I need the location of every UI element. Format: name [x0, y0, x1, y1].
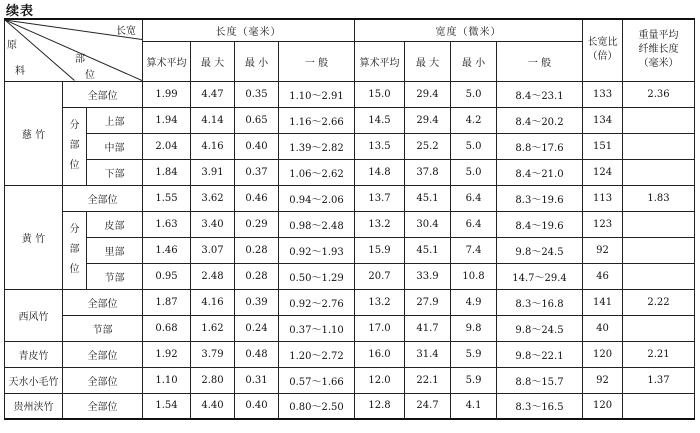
width-min-header: 最 小 — [451, 41, 497, 81]
len-mean: 1.87 — [143, 289, 191, 315]
len-min: 0.40 — [235, 133, 279, 159]
part-cell: 全部位 — [63, 81, 143, 107]
len-general: 0.94～2.06 — [279, 185, 355, 211]
width-general: 9.8～22.1 — [497, 341, 583, 367]
width-mean: 13.5 — [355, 133, 405, 159]
width-general: 14.7～29.4 — [497, 263, 583, 289]
len-mean: 1.94 — [143, 107, 191, 133]
part-cell: 全部位 — [63, 341, 143, 367]
width-group-header: 宽度（微米） — [355, 19, 583, 41]
length-general-header: 一 般 — [279, 41, 355, 81]
len-general: 1.06～2.62 — [279, 159, 355, 185]
width-general: 8.4～19.6 — [497, 211, 583, 237]
width-min: 5.9 — [451, 367, 497, 393]
table-row — [5, 263, 695, 289]
ratio: 120 — [583, 341, 623, 367]
width-mean: 17.0 — [355, 315, 405, 341]
width-min: 9.8 — [451, 315, 497, 341]
width-min: 10.8 — [451, 263, 497, 289]
len-max: 3.91 — [191, 159, 235, 185]
width-max: 22.1 — [405, 367, 451, 393]
table-row — [5, 315, 695, 341]
width-mean: 15.9 — [355, 237, 405, 263]
len-general: 1.10～2.91 — [279, 81, 355, 107]
len-mean: 1.55 — [143, 185, 191, 211]
ratio-unit: （倍） — [587, 51, 618, 63]
len-min: 0.35 — [235, 81, 279, 107]
table-caption: 续表 — [6, 4, 35, 19]
weighted-length — [623, 107, 695, 133]
weighted-line-3: （毫米） — [638, 58, 679, 70]
table-row — [5, 367, 695, 393]
table-row — [5, 107, 695, 133]
len-min: 0.29 — [235, 211, 279, 237]
len-mean: 1.84 — [143, 159, 191, 185]
material-huangzhu: 黄 竹 — [5, 185, 63, 289]
length-min-header: 最 小 — [235, 41, 279, 81]
width-max: 30.4 — [405, 211, 451, 237]
material-xifengzhu: 西风竹 — [5, 289, 63, 341]
part-cell: 全部位 — [63, 185, 143, 211]
len-general: 1.39～2.82 — [279, 133, 355, 159]
width-min: 4.9 — [451, 289, 497, 315]
width-min: 4.2 — [451, 107, 497, 133]
len-general: 1.16～2.66 — [279, 107, 355, 133]
table-row — [5, 237, 695, 263]
width-general: 8.4～20.2 — [497, 107, 583, 133]
len-max: 2.48 — [191, 263, 235, 289]
width-mean: 13.2 — [355, 211, 405, 237]
len-mean: 1.10 — [143, 367, 191, 393]
part-cell: 里部 — [87, 237, 143, 263]
part-cell: 全部位 — [63, 367, 143, 393]
len-general: 0.37～1.10 — [279, 315, 355, 341]
width-max: 41.7 — [405, 315, 451, 341]
width-mean: 12.0 — [355, 367, 405, 393]
len-min: 0.39 — [235, 289, 279, 315]
width-max: 25.2 — [405, 133, 451, 159]
len-mean: 2.04 — [143, 133, 191, 159]
corner-label-position: 位 — [85, 70, 95, 81]
weighted-length — [623, 133, 695, 159]
width-general: 8.8～17.6 — [497, 133, 583, 159]
ratio: 141 — [583, 289, 623, 315]
weighted-length — [623, 159, 695, 185]
width-general: 9.8～24.5 — [497, 315, 583, 341]
len-general: 0.50～1.29 — [279, 263, 355, 289]
part-cell: 节部 — [87, 263, 143, 289]
len-min: 0.31 — [235, 367, 279, 393]
part-cell: 全部位 — [63, 289, 143, 315]
len-general: 0.80～2.50 — [279, 393, 355, 419]
part-cell: 中部 — [87, 133, 143, 159]
part-cell: 下部 — [87, 159, 143, 185]
width-general: 8.8～15.7 — [497, 367, 583, 393]
width-mean-header: 算术平均 — [355, 41, 405, 81]
len-max: 3.40 — [191, 211, 235, 237]
width-mean: 20.7 — [355, 263, 405, 289]
width-general-header: 一 般 — [497, 41, 583, 81]
width-general: 8.4～23.1 — [497, 81, 583, 107]
len-mean: 0.68 — [143, 315, 191, 341]
len-min: 0.48 — [235, 341, 279, 367]
ratio: 113 — [583, 185, 623, 211]
corner-label-material: 料 — [15, 66, 25, 77]
width-min: 5.0 — [451, 159, 497, 185]
width-max: 24.7 — [405, 393, 451, 419]
weighted-length: 1.83 — [623, 185, 695, 211]
ratio: 120 — [583, 393, 623, 419]
weighted-line-2: 纤维长度 — [638, 44, 679, 56]
by-part-label — [63, 107, 87, 185]
width-mean: 13.2 — [355, 289, 405, 315]
width-general: 8.3～16.5 — [497, 393, 583, 419]
len-max: 4.16 — [191, 133, 235, 159]
length-max-header: 最 大 — [191, 41, 235, 81]
weighted-length — [623, 237, 695, 263]
width-mean: 15.0 — [355, 81, 405, 107]
width-max-header: 最 大 — [405, 41, 451, 81]
width-mean: 14.8 — [355, 159, 405, 185]
material-qingpizhu: 青皮竹 — [5, 341, 63, 367]
table-row — [5, 393, 695, 419]
ratio: 40 — [583, 315, 623, 341]
by-part-char-1: 分 — [69, 120, 80, 131]
width-general: 8.4～21.0 — [497, 159, 583, 185]
len-mean: 1.63 — [143, 211, 191, 237]
len-max: 4.14 — [191, 107, 235, 133]
len-min: 0.24 — [235, 315, 279, 341]
by-part-char-3: 位 — [69, 160, 80, 171]
corner-label-raw: 原 — [7, 40, 17, 51]
table-row — [5, 289, 695, 315]
width-mean: 12.8 — [355, 393, 405, 419]
by-part-char-2: 部 — [69, 244, 80, 255]
width-min: 5.9 — [451, 341, 497, 367]
len-mean: 1.99 — [143, 81, 191, 107]
material-guizhou: 贵州浃竹 — [5, 393, 63, 419]
len-max: 1.62 — [191, 315, 235, 341]
width-min: 7.4 — [451, 237, 497, 263]
width-general: 9.8～24.5 — [497, 237, 583, 263]
ratio: 133 — [583, 81, 623, 107]
ratio: 92 — [583, 237, 623, 263]
material-cizhu: 慈 竹 — [5, 81, 63, 185]
width-general: 8.3～16.8 — [497, 289, 583, 315]
ratio: 134 — [583, 107, 623, 133]
part-cell: 皮部 — [87, 211, 143, 237]
len-min: 0.37 — [235, 159, 279, 185]
len-max: 4.40 — [191, 393, 235, 419]
corner-label-length-width: 长宽 — [116, 26, 137, 37]
table-row — [5, 341, 695, 367]
table-row — [5, 81, 695, 107]
part-cell: 全部位 — [63, 393, 143, 419]
width-min: 6.4 — [451, 185, 497, 211]
material-tianshui: 天水小毛竹 — [5, 367, 63, 393]
width-min: 5.0 — [451, 133, 497, 159]
weighted-line-1: 重量平均 — [638, 30, 679, 42]
len-mean: 1.46 — [143, 237, 191, 263]
length-group-header: 长度（毫米） — [143, 19, 355, 41]
width-max: 29.4 — [405, 81, 451, 107]
width-max: 45.1 — [405, 237, 451, 263]
len-min: 0.65 — [235, 107, 279, 133]
len-general: 1.20～2.72 — [279, 341, 355, 367]
len-general: 0.98～2.48 — [279, 211, 355, 237]
by-part-char-1: 分 — [69, 224, 80, 235]
len-mean: 0.95 — [143, 263, 191, 289]
table-row — [5, 185, 695, 211]
width-max: 45.1 — [405, 185, 451, 211]
table-row — [5, 133, 695, 159]
len-general: 0.92～1.93 — [279, 237, 355, 263]
width-general: 8.3～19.6 — [497, 185, 583, 211]
width-min: 6.4 — [451, 211, 497, 237]
table-row — [5, 159, 695, 185]
len-max: 3.07 — [191, 237, 235, 263]
len-mean: 1.54 — [143, 393, 191, 419]
ratio-title: 长宽比 — [587, 37, 618, 49]
width-max: 37.8 — [405, 159, 451, 185]
weighted-length: 2.21 — [623, 341, 695, 367]
length-mean-header: 算术平均 — [143, 41, 191, 81]
len-max: 2.80 — [191, 367, 235, 393]
table-row — [5, 211, 695, 237]
ratio: 46 — [583, 263, 623, 289]
ratio: 123 — [583, 211, 623, 237]
weighted-length — [623, 315, 695, 341]
weighted-length-header — [623, 19, 695, 81]
diagonal-corner-cell — [5, 19, 143, 81]
len-max: 3.79 — [191, 341, 235, 367]
part-cell: 上部 — [87, 107, 143, 133]
width-min: 5.0 — [451, 81, 497, 107]
weighted-length: 1.37 — [623, 367, 695, 393]
len-min: 0.28 — [235, 263, 279, 289]
ratio-header — [583, 19, 623, 81]
by-part-char-2: 部 — [69, 140, 80, 151]
weighted-length — [623, 263, 695, 289]
fiber-dimension-table — [4, 18, 695, 420]
len-max: 3.62 — [191, 185, 235, 211]
width-mean: 13.7 — [355, 185, 405, 211]
corner-label-part: 部 — [75, 54, 85, 65]
width-min: 4.1 — [451, 393, 497, 419]
weighted-length: 2.22 — [623, 289, 695, 315]
width-mean: 16.0 — [355, 341, 405, 367]
width-max: 31.4 — [405, 341, 451, 367]
ratio: 124 — [583, 159, 623, 185]
len-general: 0.92～2.76 — [279, 289, 355, 315]
len-general: 0.57～1.66 — [279, 367, 355, 393]
by-part-label — [63, 211, 87, 289]
ratio: 151 — [583, 133, 623, 159]
len-min: 0.28 — [235, 237, 279, 263]
weighted-length: 2.36 — [623, 81, 695, 107]
len-min: 0.46 — [235, 185, 279, 211]
weighted-length — [623, 393, 695, 419]
header-row-1 — [5, 19, 695, 41]
width-max: 29.4 — [405, 107, 451, 133]
weighted-length — [623, 211, 695, 237]
width-max: 33.9 — [405, 263, 451, 289]
len-max: 4.16 — [191, 289, 235, 315]
len-mean: 1.92 — [143, 341, 191, 367]
part-cell: 节部 — [63, 315, 143, 341]
by-part-char-3: 位 — [69, 264, 80, 275]
len-min: 0.40 — [235, 393, 279, 419]
width-max: 27.9 — [405, 289, 451, 315]
len-max: 4.47 — [191, 81, 235, 107]
ratio: 92 — [583, 367, 623, 393]
width-mean: 14.5 — [355, 107, 405, 133]
